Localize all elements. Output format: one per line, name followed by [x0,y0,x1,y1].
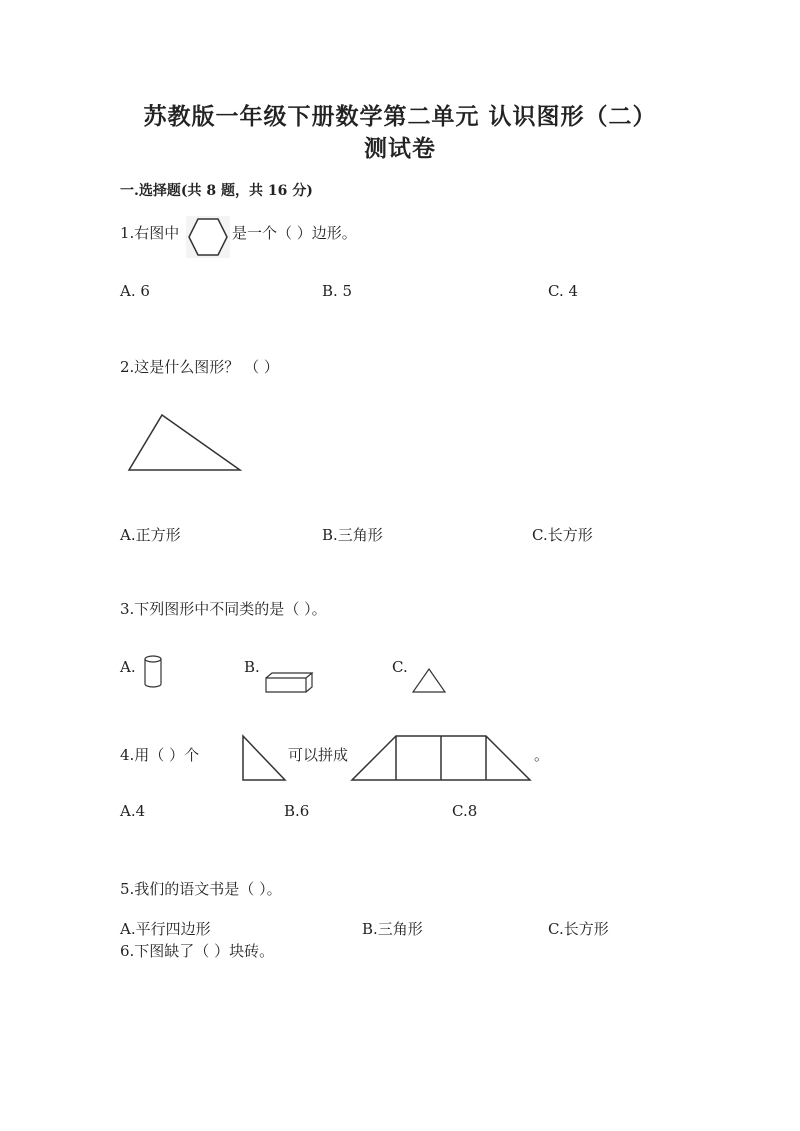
hexagon-icon [186,216,230,258]
question-2-option-c[interactable]: C.长方形 [532,526,593,544]
question-4-text-start: 4.用（ ）个 [120,746,200,764]
right-triangle-icon [240,734,290,784]
question-4-option-b[interactable]: B.6 [284,802,310,820]
question-1-option-c[interactable]: C. 4 [548,282,579,300]
cuboid-icon [264,670,314,694]
question-5-option-b[interactable]: B.三角形 [362,920,423,938]
question-5-text: 5.我们的语文书是（ ）。 [120,880,282,898]
question-1-text-start: 1.右图中 [120,224,180,242]
question-6-text: 6.下图缺了（ ）块砖。 [120,942,275,960]
question-4-option-c[interactable]: C.8 [452,802,478,820]
question-3-text: 3.下列图形中不同类的是（ ）。 [120,600,327,618]
question-4-text-end: 。 [534,746,550,764]
question-4-option-a[interactable]: A.4 [120,802,146,820]
question-1-option-a[interactable]: A. 6 [120,282,150,300]
question-5-option-a[interactable]: A.平行四边形 [120,920,211,938]
question-5-option-c[interactable]: C.长方形 [548,920,609,938]
question-4-text-middle: 可以拼成 [288,746,349,764]
question-3-option-c[interactable]: C. [392,658,408,676]
question-2-option-b[interactable]: B.三角形 [322,526,383,544]
triangle-icon [411,667,447,695]
question-2-text: 2.这是什么图形？ （ ） [120,358,279,376]
section-heading: 一.选择题(共 8 题，共 16 分) [120,183,313,199]
question-1-option-b[interactable]: B. 5 [322,282,353,300]
trapezoid-icon [350,734,534,782]
question-1-text-end: 是一个（ ）边形。 [232,224,357,242]
question-3-option-b[interactable]: B. [244,658,260,676]
page-subtitle: 测试卷 [364,135,436,162]
cylinder-icon [142,654,164,690]
question-2-option-a[interactable]: A.正方形 [120,526,181,544]
question-3-option-a[interactable]: A. [120,658,136,676]
triangle-icon [126,410,246,476]
page-title: 苏教版一年级下册数学第二单元 认识图形（二） [143,103,657,130]
